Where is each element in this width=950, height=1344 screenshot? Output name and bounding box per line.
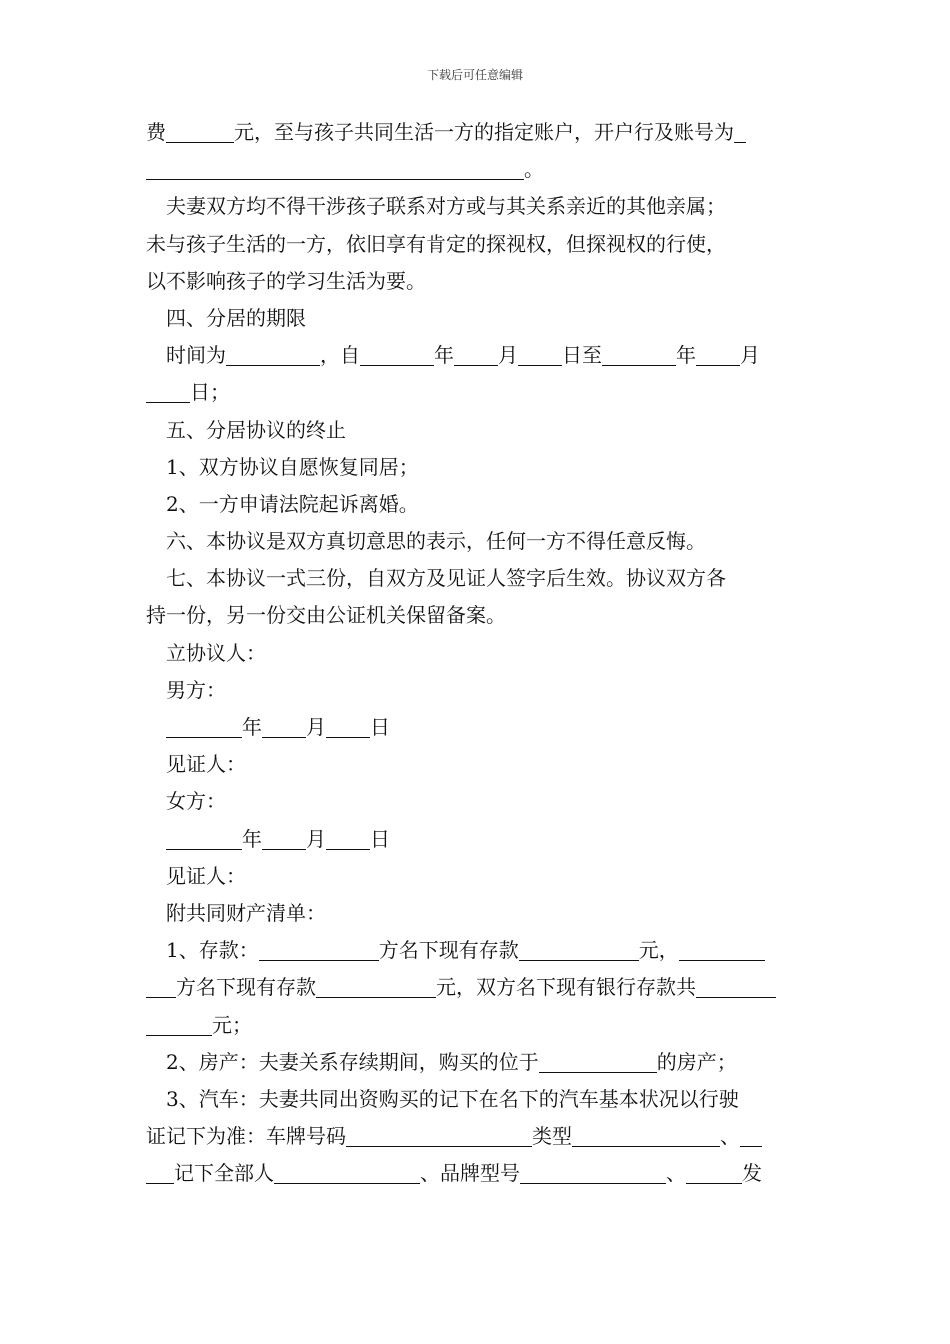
blank-field xyxy=(262,827,306,850)
text-line xyxy=(146,932,808,969)
text-line xyxy=(146,969,808,1006)
text: 元，至与孩子共同生活一方的指定账户，开户行及账号为 xyxy=(234,120,734,144)
blank-field xyxy=(146,157,524,180)
text: 日 xyxy=(370,715,390,739)
text: 年 xyxy=(434,343,454,368)
page-header: 下载后可任意编辑 xyxy=(426,68,523,82)
text-line xyxy=(146,1007,808,1044)
text-line: 1、双方协议自愿恢复同居； xyxy=(166,454,419,479)
blank-field xyxy=(166,715,242,738)
blank-field xyxy=(454,343,498,366)
text: 方名下现有存款 xyxy=(176,975,316,1000)
date-line xyxy=(146,709,808,746)
text: 的房产； xyxy=(656,1049,737,1074)
text-line: 夫妻双方均不得干涉孩子联系对方或与其关系亲近的其他亲属； xyxy=(166,194,726,219)
blank-field xyxy=(686,1161,742,1184)
section-heading: 附共同财产清单： xyxy=(166,900,326,925)
blank-field xyxy=(539,1050,657,1073)
text-line xyxy=(146,374,808,411)
blank-field xyxy=(274,1161,420,1184)
text: ，自 xyxy=(320,343,360,368)
blank-field xyxy=(346,1124,532,1147)
blank-field xyxy=(326,715,370,738)
text: 年 xyxy=(242,826,262,851)
text: 2、房产：夫妻关系存续期间，购买的位于 xyxy=(166,1049,539,1074)
blank-field xyxy=(226,343,320,366)
text: 、 xyxy=(666,1161,686,1186)
text: 月 xyxy=(498,343,518,368)
blank-field xyxy=(602,343,676,366)
text: 类型 xyxy=(532,1124,572,1149)
blank-field xyxy=(262,715,306,738)
text-line: 2、一方申请法院起诉离婚。 xyxy=(166,491,419,516)
text: 记下全部人 xyxy=(174,1161,274,1186)
text: 日； xyxy=(190,380,230,405)
blank-field xyxy=(259,938,379,961)
blank-field xyxy=(520,1161,666,1184)
text: 、品牌型号 xyxy=(420,1161,520,1186)
text-line: 立协议人： xyxy=(166,640,266,665)
text-line: 女方： xyxy=(166,789,226,814)
blank-field xyxy=(146,1013,212,1036)
text: 、 xyxy=(720,1124,740,1149)
blank-field xyxy=(166,120,234,143)
blank-field xyxy=(360,343,434,366)
blank-field xyxy=(146,1161,174,1184)
text-line: 未与孩子生活的一方，依旧享有肯定的探视权，但探视权的行使， xyxy=(146,231,726,256)
text-line: 见证人： xyxy=(166,752,246,777)
text-line xyxy=(146,1118,808,1155)
text: 元，双方名下现有银行存款共 xyxy=(436,975,696,1000)
blank-field xyxy=(316,975,436,998)
section-heading: 五、分居协议的终止 xyxy=(166,417,346,442)
text: 日至 xyxy=(562,343,602,368)
text: 月 xyxy=(740,343,760,368)
text-line: 持一份，另一份交由公证机关保留备案。 xyxy=(146,603,506,628)
blank-field xyxy=(572,1124,720,1147)
text-line xyxy=(146,1155,808,1192)
blank-field xyxy=(518,343,562,366)
blank-field xyxy=(696,343,740,366)
blank-field xyxy=(696,975,776,998)
blank-field xyxy=(146,975,176,998)
document-body xyxy=(146,114,808,1192)
blank-field xyxy=(326,827,370,850)
text: 发 xyxy=(742,1161,762,1186)
blank-field xyxy=(740,1124,762,1147)
text: 元； xyxy=(212,1012,252,1037)
text-line xyxy=(146,114,808,151)
section-heading: 四、分居的期限 xyxy=(166,305,306,330)
text: 年 xyxy=(242,715,262,739)
text: 月 xyxy=(306,715,326,739)
text: 1、存款： xyxy=(166,938,259,963)
blank-field xyxy=(519,938,639,961)
text-line xyxy=(146,337,808,374)
text: 费 xyxy=(146,120,166,144)
blank-field xyxy=(166,827,242,850)
blank-field xyxy=(146,380,190,403)
text: 时间为 xyxy=(166,343,226,368)
text: 年 xyxy=(676,343,696,368)
blank-field xyxy=(679,938,765,961)
text-line: 以不影响孩子的学习生活为要。 xyxy=(146,268,426,293)
text: 月 xyxy=(306,826,326,851)
text-line xyxy=(146,151,808,188)
text: 日 xyxy=(370,826,390,851)
text-line: 六、本协议是双方真切意思的表示，任何一方不得任意反悔。 xyxy=(166,529,706,554)
text-line: 男方： xyxy=(166,677,226,702)
text: 元， xyxy=(638,938,679,963)
text-line: 见证人： xyxy=(166,863,246,888)
text: 。 xyxy=(524,157,544,182)
date-line xyxy=(146,821,808,858)
blank-field xyxy=(734,120,746,143)
text-line: 七、本协议一式三份，自双方及见证人签字后生效。协议双方各 xyxy=(166,566,726,591)
text-line xyxy=(146,1044,808,1081)
text: 证记下为准：车牌号码 xyxy=(146,1124,346,1149)
text: 方名下现有存款 xyxy=(378,938,519,963)
text-line: 3、汽车：夫妻共同出资购买的记下在名下的汽车基本状况以行驶 xyxy=(166,1086,739,1111)
